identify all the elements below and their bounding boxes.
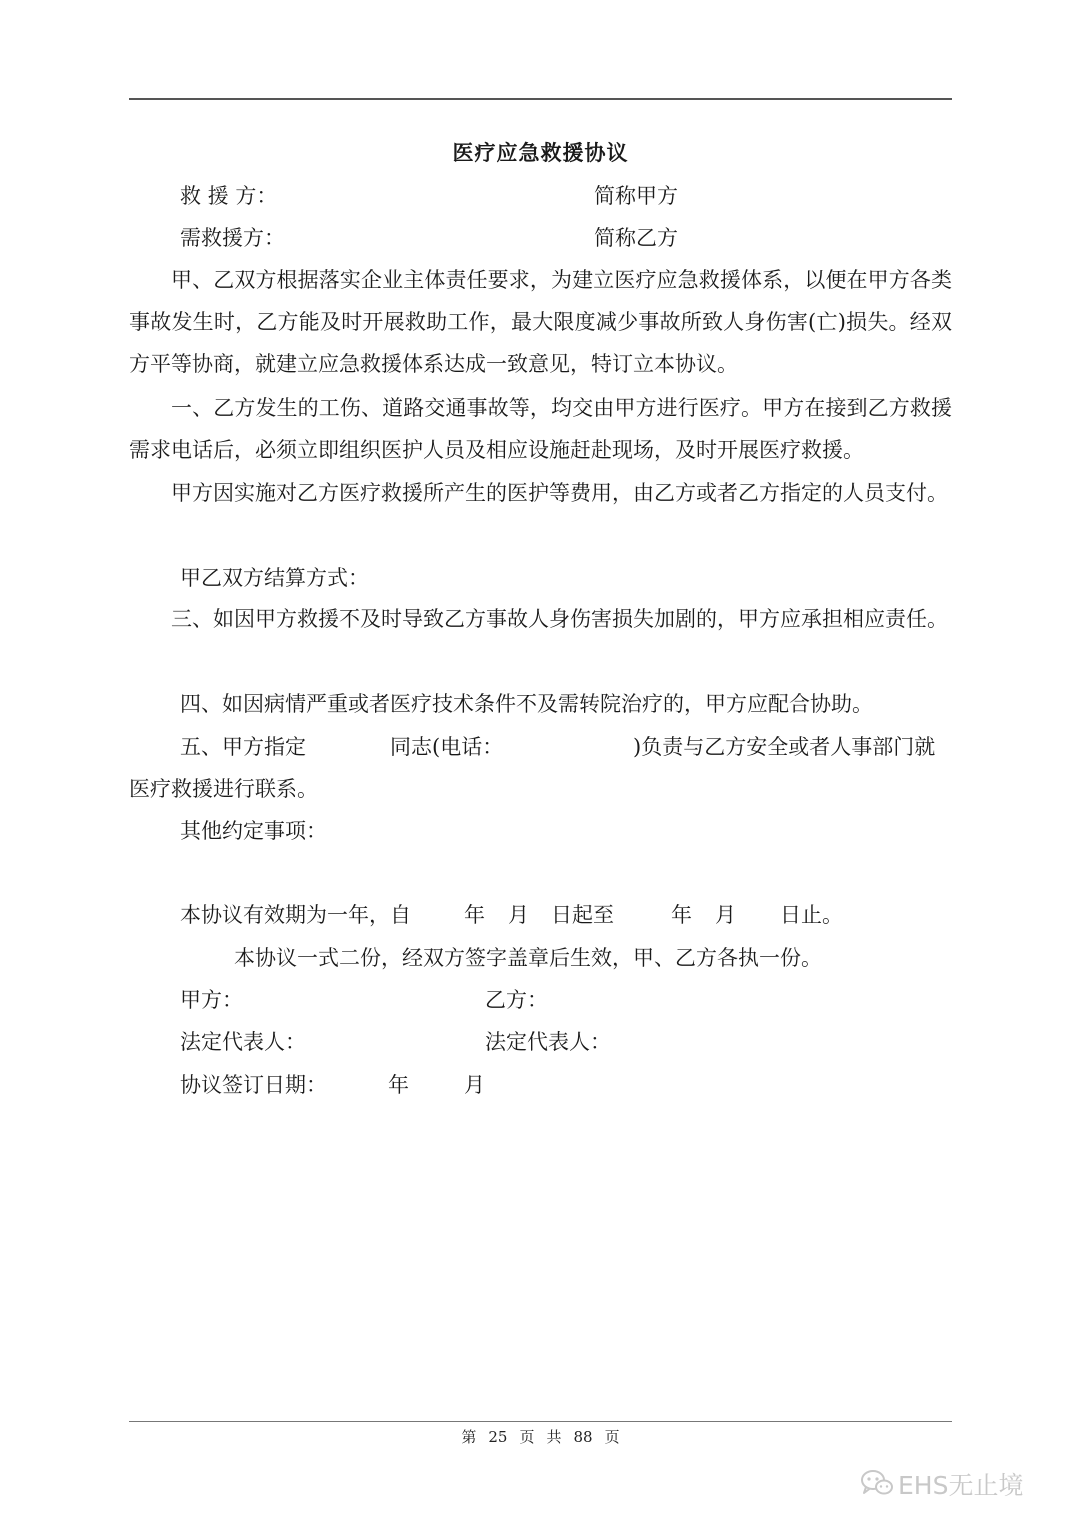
rescued-short-name: 简称乙方	[594, 226, 678, 250]
validity-start-year: 年	[464, 903, 485, 927]
clause-four: 四、如因病情严重或者医疗技术条件不及需转院治疗的，甲方应配合协助。	[180, 692, 873, 716]
payment-paragraph: 甲方因实施对乙方医疗救援所产生的医护等费用，由乙方或者乙方指定的人员支付。	[171, 481, 948, 505]
document-title: 医疗应急救援协议	[452, 140, 629, 165]
signing-date-label: 协议签订日期：	[180, 1073, 327, 1097]
header-rule	[129, 98, 952, 100]
watermark-text: EHS无止境	[898, 1471, 1024, 1500]
intro-paragraph: 甲、乙双方根据落实企业主体责任要求，为建立医疗应急救援体系，以便在甲方各类事故发生时，乙方能及时开展救助工作，最大限度减少事故所致人身伤害(亡)损失。经双方平等协商，就建立应急救援体系达成一致意见，特订立本协议。	[129, 268, 952, 376]
validity-end-month: 月	[715, 903, 736, 927]
settlement-method: 甲乙双方结算方式：	[180, 566, 369, 590]
validity-start-month: 月	[508, 903, 529, 927]
party-a-signature-label: 甲方：	[180, 988, 243, 1012]
clause-five-part3: )负责与乙方安全或者人事部门就	[633, 735, 936, 759]
validity-end-year: 年	[671, 903, 692, 927]
footer-page-word: 页	[519, 1428, 535, 1446]
footer-prefix: 第	[461, 1428, 477, 1446]
rescued-label: 需救援方：	[180, 226, 285, 250]
footer-total-pages: 88	[573, 1428, 593, 1446]
footer-suffix: 页	[604, 1428, 620, 1446]
signing-date-year: 年	[388, 1073, 409, 1097]
copies-paragraph: 本协议一式二份，经双方签字盖章后生效，甲、乙方各执一份。	[234, 946, 822, 970]
wechat-icon	[860, 1469, 894, 1505]
clause-one: 一、乙方发生的工伤、道路交通事故等，均交由甲方进行医疗。甲方在接到乙方救援需求电话后，必须立即组织医护人员及相应设施赶赴现场，及时开展医疗救援。	[129, 396, 952, 462]
footer-rule	[129, 1421, 952, 1422]
watermark	[860, 1469, 1023, 1505]
party-a-representative-label: 法定代表人：	[180, 1030, 306, 1054]
clause-three: 三、如因甲方救援不及时导致乙方事故人身伤害损失加剧的，甲方应承担相应责任。	[171, 607, 948, 631]
clause-five-line2: 医疗救援进行联系。	[129, 777, 318, 801]
party-b-signature-label: 乙方：	[485, 988, 548, 1012]
clause-five-part1: 五、甲方指定	[180, 735, 306, 759]
footer-total-word: 共	[546, 1428, 562, 1446]
rescuer-short-name: 简称甲方	[594, 184, 678, 208]
validity-end-day: 日止。	[780, 903, 843, 927]
page-footer	[129, 1426, 952, 1448]
validity-start-text: 本协议有效期为一年，自	[180, 903, 411, 927]
signing-date-month: 月	[464, 1073, 485, 1097]
party-b-representative-label: 法定代表人：	[485, 1030, 611, 1054]
footer-current-page: 25	[488, 1428, 508, 1446]
other-terms: 其他约定事项：	[180, 819, 327, 843]
rescuer-label: 救 援 方：	[180, 184, 278, 208]
validity-start-day: 日起至	[551, 903, 614, 927]
clause-five-part2: 同志(电话：	[390, 735, 504, 759]
